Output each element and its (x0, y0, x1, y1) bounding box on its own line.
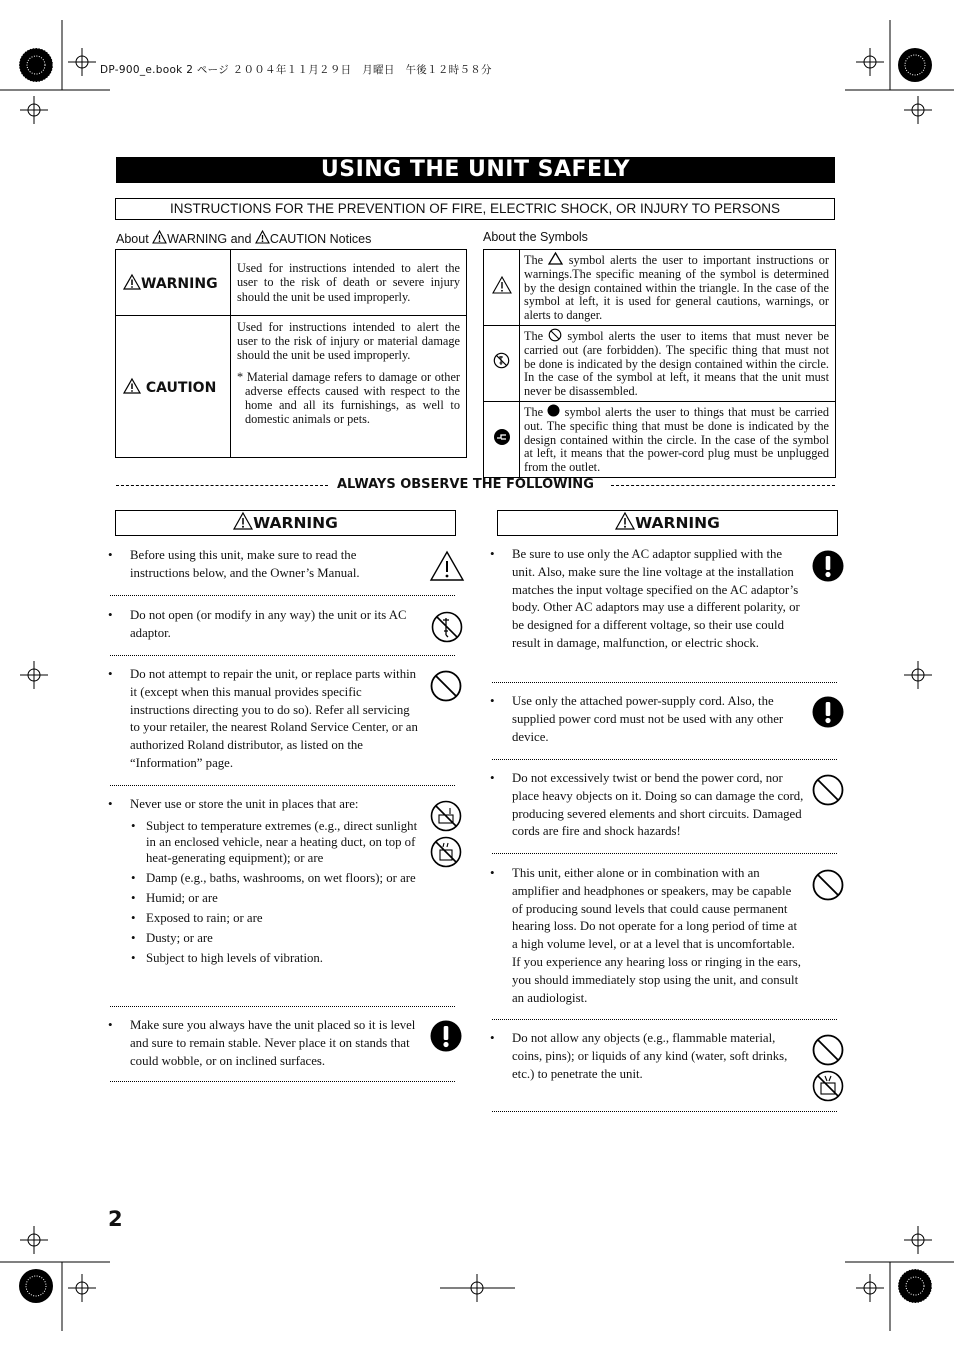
sub-item (131, 890, 421, 906)
sub-item-text: Exposed to rain; or are (146, 910, 263, 925)
prohibited-icon (430, 670, 462, 702)
no-disassembly-icon (431, 611, 463, 643)
left-separator-3 (110, 785, 455, 786)
symbol-pre-1: The (524, 253, 544, 267)
sub-bullet: • (131, 870, 136, 885)
symbol-cell-triangle (484, 250, 520, 326)
prohibited-icon (812, 1034, 844, 1066)
right-item-3-text: Do not excessively twist or bend the power cord, nor place heavy objects on it. Doing so can damage the cord, producing severed elements and short circuits. Damaged cords are fire and shock hazards! (512, 771, 804, 839)
sub-item (131, 910, 421, 926)
instructions-banner: INSTRUCTIONS FOR THE PREVENTION OF FIRE, ELECTRIC SHOCK, OR INJURY TO PERSONS (115, 198, 835, 220)
caution-triangle-icon (233, 512, 253, 530)
caution-triangle-icon (615, 512, 635, 530)
symbol-text-mandatory (521, 403, 834, 476)
symbol-text-prohibited-cell (520, 325, 836, 401)
sub-item (131, 818, 421, 866)
left-item-3-text: Do not attempt to repair the unit, or replace parts within it (except when this manual provides specific instructions directing you to do so). Refer all servicing to your retailer, the nearest Roland Service Center, or an authorized Roland distributor, as listed on the “Information” page. (130, 667, 418, 770)
right-separator-3 (492, 853, 837, 854)
left-warning-label: WARNING (253, 514, 338, 532)
symbol-cell-mandatory (484, 401, 520, 477)
symbol-text-prohibited (521, 327, 834, 400)
bullet: • (108, 607, 113, 622)
warning-notice-label (117, 274, 229, 292)
right-warning-label: WARNING (635, 514, 720, 532)
prohibited-icon (812, 774, 844, 806)
right-item-5-text: Do not allow any objects (e.g., flammable material, coins, pins); or liquids of any kind (water, soft drinks, etc.) to penetrate the unit. (512, 1031, 788, 1081)
warning-notice-text: Used for instructions intended to alert the user to the risk of death or severe injury should the unit be used improperly. (237, 261, 460, 304)
right-separator-4 (492, 1019, 837, 1020)
prohibited-symbol-icon (548, 328, 562, 342)
left-item-4 (108, 796, 458, 966)
left-item-2 (108, 607, 458, 643)
notices-table (115, 249, 467, 458)
right-item-1 (490, 546, 840, 653)
symbol-text-triangle-cell (520, 250, 836, 326)
left-item-5-text: Make sure you always have the unit placed so it is level and sure to remain stable. Never place it on stands that could wobble, or on inclined surfaces. (130, 1018, 416, 1068)
symbol-desc-1: symbol alerts the user to important instructions or warnings.The specific meaning of the symbol is determined by the design contained within the triangle. In the case of the symbol at left, it is used for general cautions, warnings, or alerts to danger. (524, 253, 829, 323)
mandatory-symbol-icon (547, 404, 560, 417)
right-item-2-text: Use only the attached power-supply cord. Also, the supplied power cord must not be used with any other device. (512, 694, 784, 744)
caution-notice-text: Used for instructions intended to alert the user to the risk of injury or material damage should the unit be used improperly. (237, 320, 460, 363)
caution-triangle-icon (255, 230, 270, 244)
sub-item-text: Damp (e.g., baths, washrooms, on wet floors); or are (146, 870, 416, 885)
caution-notice-text-cell (231, 316, 467, 458)
left-separator-4 (110, 1006, 455, 1007)
about-symbols-heading: About the Symbols (483, 230, 588, 244)
sub-item (131, 870, 421, 886)
sub-item-text: Humid; or are (146, 890, 218, 905)
caution-triangle-icon (123, 274, 141, 290)
bullet: • (108, 1017, 113, 1032)
right-item-5 (490, 1030, 840, 1083)
left-item-1-text: Before using this unit, make sure to read the instructions below, and the Owner’s Manual. (130, 548, 360, 580)
unplug-icon (493, 428, 511, 446)
caution-label-text: CAUTION (145, 379, 217, 396)
caution-material-note: * Material damage refers to damage or other adverse effects caused with respect to the home and all its furnishings, as well to domestic animals or pets. (237, 369, 460, 427)
sub-item-text: Subject to high levels of vibration. (146, 950, 323, 965)
sub-item-text: Dusty; or are (146, 930, 213, 945)
sub-bullet: • (131, 890, 136, 905)
right-separator-5 (492, 1111, 837, 1112)
caution-notice-label (117, 378, 229, 396)
bullet: • (108, 796, 113, 811)
symbol-cell-prohibited (484, 325, 520, 401)
file-header: DP-900_e.book 2 ページ ２００４年１１月２９日 月曜日 午後１２時５８分 (100, 64, 492, 76)
mandatory-icon (812, 696, 844, 728)
caution-triangle-icon (152, 230, 167, 244)
symbol-desc-3: symbol alerts the user to things that must be carried out. The specific thing that must be done is indicated by the design contained within the circle. In the case of the symbol at left, it means that the power-cord plug must be unplugged from the outlet. (524, 404, 830, 475)
symbol-text-mandatory-cell (520, 401, 836, 477)
right-item-2 (490, 693, 840, 746)
no-disassembly-icon (493, 352, 510, 369)
divider-right (611, 485, 835, 486)
sub-bullet: • (131, 950, 136, 965)
bullet: • (490, 1030, 495, 1045)
about-notices-heading (116, 230, 371, 246)
mandatory-icon (430, 1020, 462, 1052)
divider-left (116, 485, 328, 486)
sub-bullet: • (131, 930, 136, 945)
warning-notice-label-cell (116, 250, 231, 316)
left-separator-1 (110, 595, 455, 596)
right-item-1-text: Be sure to use only the AC adaptor supplied with the unit. Also, make sure the line voltage at the installation matches the input voltage specified on the AC adaptor’s body. Other AC adaptors may use a different polarity, or be designed for a different voltage, so their use could result in damage, malfunction, or electric shock. (512, 547, 800, 650)
sub-bullet: • (131, 910, 136, 925)
left-item-1 (108, 547, 458, 583)
caution-triangle-icon (492, 276, 512, 294)
caution-triangle-icon (430, 551, 464, 581)
right-item-4-text: This unit, either alone or in combination with an amplifier and headphones or speakers, may be capable of producing sound levels that could cause permanent hearing loss. Do not operate for a long period of time at a high volume level, or at a level that is uncomfortable. If you experience any hearing loss or ringing in the ears, you should immediately stop using the unit, and consult an audiologist. (512, 866, 801, 1005)
no-objects-inside-icon (812, 1070, 844, 1102)
warning-notice-text-cell (231, 250, 467, 316)
caution-triangle-icon (123, 378, 141, 394)
sub-item-text: Subject to temperature extremes (e.g., direct sunlight in an enclosed vehicle, near a heating duct, on top of heat-generating equipment); or are (146, 818, 418, 865)
warning-label-text: WARNING (141, 275, 218, 292)
right-separator-2 (492, 759, 837, 760)
triangle-symbol-icon (548, 252, 563, 265)
left-separator-2 (110, 655, 455, 656)
symbol-desc-2: symbol alerts the user to items that must never be carried out (are forbidden). The specific thing that must not be done is indicated by the design contained within the circle. In the case of the symbol at left, it means that the unit must never be disassembled. (524, 328, 830, 399)
right-separator-1 (492, 682, 837, 683)
about-label: About (116, 232, 149, 246)
no-water-icon (430, 836, 462, 868)
about-warning-label: WARNING and (167, 232, 252, 246)
page-title: USING THE UNIT SAFELY (116, 157, 835, 183)
left-warning-header (115, 510, 456, 536)
sub-item (131, 930, 421, 946)
left-separator-5 (110, 1081, 455, 1082)
sub-item (131, 950, 421, 966)
symbols-table (483, 249, 836, 478)
bullet: • (490, 693, 495, 708)
always-observe-heading: ALWAYS OBSERVE THE FOLLOWING (337, 477, 594, 492)
bullet: • (490, 546, 495, 561)
about-caution-label: CAUTION Notices (269, 232, 372, 246)
right-warning-header (497, 510, 838, 536)
bullet: • (490, 770, 495, 785)
bullet: • (490, 865, 495, 880)
caution-notice-label-cell (116, 316, 231, 458)
sub-bullet: • (131, 818, 136, 833)
left-item-3 (108, 666, 458, 773)
prohibited-icon (812, 869, 844, 901)
mandatory-icon (812, 550, 844, 582)
no-heat-icon (430, 800, 462, 832)
left-item-4-sublist (131, 818, 421, 966)
symbol-text-triangle (521, 251, 834, 324)
symbol-pre-3: The (524, 404, 544, 419)
symbol-pre-2: The (524, 328, 544, 343)
left-item-2-text: Do not open (or modify in any way) the unit or its AC adaptor. (130, 608, 407, 640)
left-item-5 (108, 1017, 458, 1070)
right-item-4 (490, 865, 840, 1007)
bullet: • (108, 666, 113, 681)
bullet: • (108, 547, 113, 562)
left-item-4-text: Never use or store the unit in places that are: (130, 797, 359, 811)
right-item-3 (490, 770, 840, 841)
page-number: 2 (108, 1207, 123, 1231)
